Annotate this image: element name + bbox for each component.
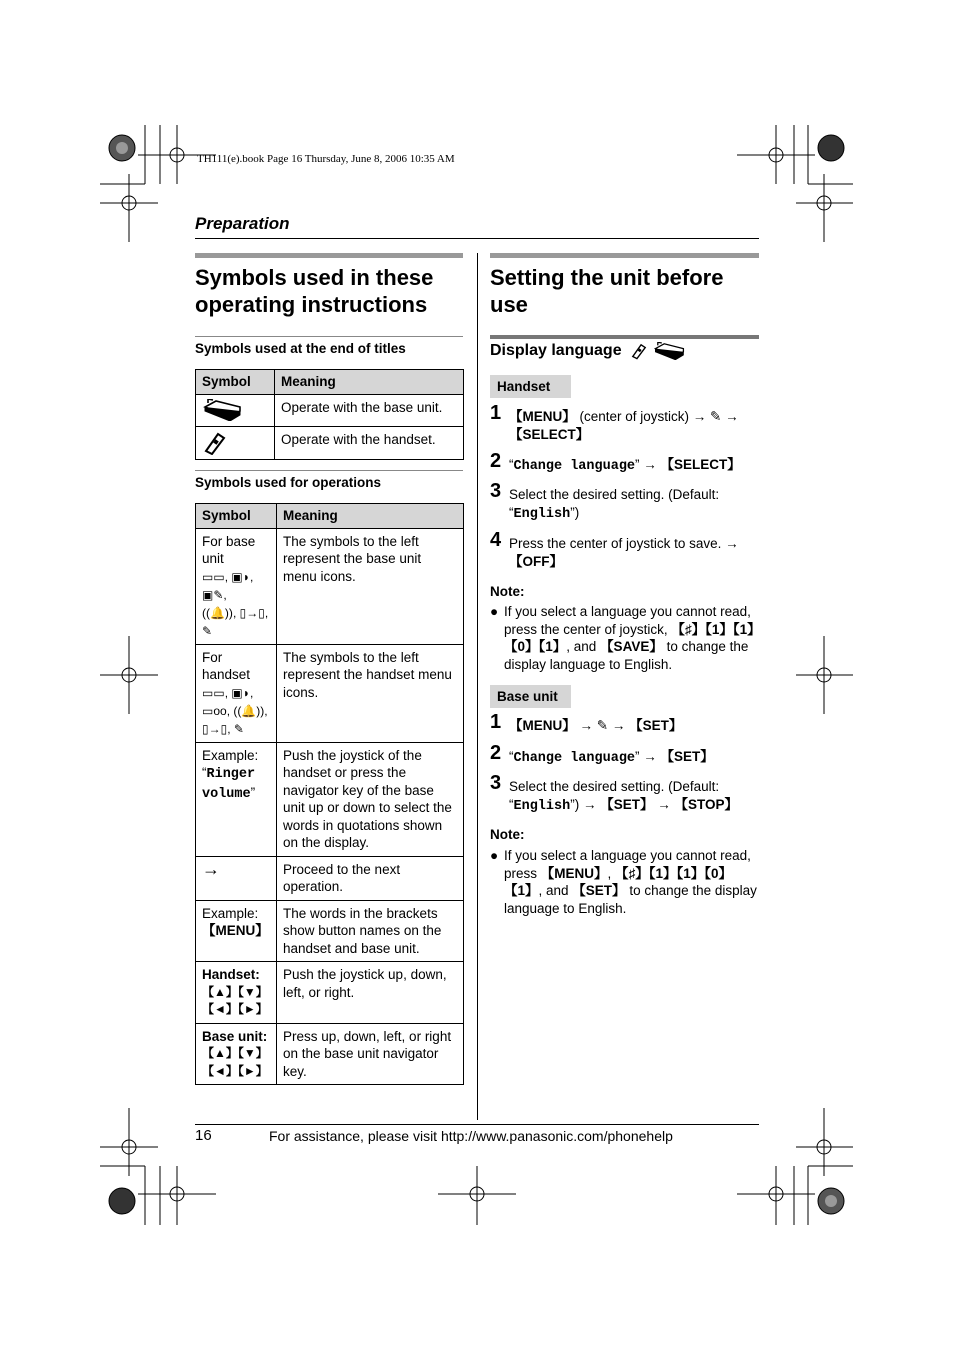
table-row: [196, 962, 464, 1024]
base-unit-icon: [653, 342, 685, 360]
row7-keys1: 【▲】【▼】: [202, 1046, 268, 1060]
footer-rule: [195, 1124, 759, 1125]
table1-header-meaning: Meaning: [275, 370, 464, 395]
row3-meaning: Push the joystick of the handset or press the navigator key of the base unit up or down to select the words in quotations shown on the display.: [277, 742, 464, 856]
table-row: [196, 1023, 464, 1085]
subhead-operation-symbols: Symbols used for operations: [195, 475, 382, 490]
ringer-icon: ((🔔)): [233, 703, 265, 718]
handset-step-4: 4 Press the center of joystick to save. → 【OFF】: [490, 529, 739, 569]
wrench-icon: ✎: [710, 409, 722, 424]
row3-mono: Ringer volume: [202, 767, 256, 802]
bullet: ●: [490, 604, 499, 619]
row6-symbol-label: Handset:: [202, 967, 260, 982]
answering-settings-icon: ▣✎: [202, 587, 224, 602]
base-step-3: 3 Select the desired setting. (Default: “English”) → 【SET】 → 【STOP】: [490, 772, 739, 814]
answering-icon: ▭oo: [202, 703, 227, 718]
table-row: [196, 394, 464, 426]
row7-meaning: Press up, down, left, or right on the base unit navigator key.: [277, 1023, 464, 1085]
row7-keys2: 【◄】【►】: [202, 1063, 268, 1078]
handset-tag: Handset: [490, 375, 571, 398]
right-subhead-rule: [490, 335, 759, 339]
row1-symbol-label: For base unit: [202, 533, 256, 566]
handset-icon-cell: [196, 426, 275, 459]
row7-symbol-label: Base unit:: [202, 1028, 268, 1044]
page-number: 16: [195, 1127, 212, 1144]
left-subhead2-rule: [195, 470, 463, 471]
row1-meaning: The symbols to the left represent the base unit menu icons.: [277, 528, 464, 644]
bullet: ●: [490, 848, 499, 863]
table1-meaning-handset: Operate with the handset.: [275, 426, 464, 459]
caller-id-icon: ▣◗: [231, 685, 250, 700]
right-title-rule: [490, 253, 759, 258]
base-step-2: 2 “Change language” → 【SET】: [490, 742, 714, 766]
base-note: ● If you select a language you cannot read, press 【MENU】, 【♯】【1】【1】【0】【1】, and 【SET】 to change the display language to English.: [490, 848, 757, 916]
step-number: 1: [490, 402, 502, 424]
phonebook-icon: ▭▭: [202, 685, 225, 700]
row5-meaning: The words in the brackets show button names on the handset and base unit.: [277, 900, 464, 962]
row5-symbol-prefix: Example:: [202, 905, 259, 921]
table-row: [196, 742, 464, 856]
table-row: [196, 426, 464, 459]
table-row: [196, 900, 464, 962]
title-symbols-table: [195, 369, 464, 460]
handset-note-label: Note:: [490, 584, 525, 599]
row2-meaning: The symbols to the left represent the handset menu icons.: [277, 644, 464, 742]
left-title-line2: operating instructions: [195, 292, 428, 317]
handset-menu-icons: ▭▭, ▣◗, ▭oo, ((🔔)), ▯→▯, ✎: [202, 685, 268, 736]
intercom-icon: ▯→▯: [202, 721, 228, 736]
intercom-icon: ▯→▯: [239, 605, 265, 620]
table-row: [196, 856, 464, 900]
operation-symbols-table: [195, 503, 464, 1085]
header-rule: [195, 238, 759, 239]
base-unit-tag: Base unit: [490, 685, 571, 708]
base-menu-icons: ▭▭, ▣◗, ▣✎, ((🔔)), ▯→▯, ✎: [202, 569, 269, 638]
caller-id-icon: ▣◗: [231, 569, 250, 584]
base-unit-icon-cell: [196, 394, 275, 426]
display-language-label: Display language: [490, 342, 622, 360]
row5-symbol-key: 【MENU】: [202, 923, 269, 938]
handset-icon: [630, 342, 648, 360]
table1-header-symbol: Symbol: [196, 370, 275, 395]
print-header: TH111(e).book Page 16 Thursday, June 8, 2006 10:35 AM: [197, 153, 455, 165]
handset-icon: [202, 431, 228, 455]
wrench-icon: ✎: [233, 721, 244, 736]
right-title-line2: use: [490, 292, 528, 317]
row3-symbol-prefix: Example:: [202, 747, 259, 763]
base-unit-icon: [202, 399, 242, 421]
left-title-rule: [195, 253, 463, 258]
row4-symbol: →: [196, 856, 277, 900]
row3-symbol-example: “Ringer volume”: [202, 765, 256, 802]
wrench-icon: ✎: [596, 718, 609, 733]
row2-symbol-label: For handset: [202, 649, 251, 682]
right-title-line1: Setting the unit before: [490, 265, 724, 290]
row6-meaning: Push the joystick up, down, left, or right.: [277, 962, 464, 1024]
handset-note: ● If you select a language you cannot read, press the center of joystick, 【♯】【1】【1】【0】【1】, and 【SAVE】 to change the display language to English.: [490, 604, 761, 672]
row6-keys2: 【◄】【►】: [202, 1002, 268, 1016]
table-row: [196, 644, 464, 742]
row4-meaning: Proceed to the next operation.: [277, 856, 464, 900]
ringer-icon: ((🔔)): [202, 605, 233, 620]
left-title: [195, 264, 465, 318]
base-step-1: 1 【MENU】 → ✎ → 【SET】: [490, 711, 683, 733]
left-subhead1-rule: [195, 336, 463, 337]
display-language-heading: [490, 342, 685, 360]
table2-header-symbol: Symbol: [196, 504, 277, 529]
wrench-icon: ✎: [202, 623, 213, 638]
column-divider: [477, 253, 478, 1120]
table2-header-meaning: Meaning: [277, 504, 464, 529]
base-note-label: Note:: [490, 827, 525, 842]
phonebook-icon: ▭▭: [202, 569, 225, 584]
footer-text: For assistance, please visit http://www.panasonic.com/phonehelp: [269, 1128, 673, 1144]
left-title-line1: Symbols used in these: [195, 265, 434, 290]
handset-step-3: 3 Select the desired setting. (Default: “English”): [490, 480, 720, 522]
table1-meaning-base: Operate with the base unit.: [275, 394, 464, 426]
subhead-title-symbols: Symbols used at the end of titles: [195, 341, 406, 356]
handset-step-1: 1 【MENU】 (center of joystick) → ✎ → 【SELECT】: [490, 402, 739, 442]
section-label: Preparation: [195, 214, 290, 233]
right-title: [490, 264, 760, 318]
handset-step-2: 2 “Change language” → 【SELECT】: [490, 450, 741, 474]
table-row: [196, 528, 464, 644]
row6-keys1: 【▲】【▼】: [202, 984, 268, 999]
